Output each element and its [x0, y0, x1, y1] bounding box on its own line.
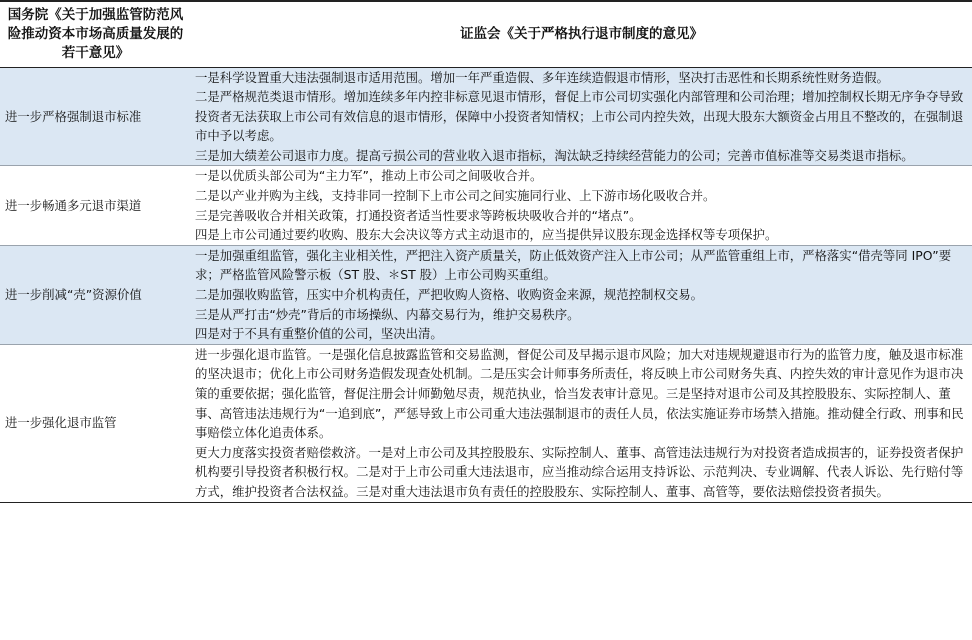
list-item: 四是对于不具有重整价值的公司，坚决出清。 — [195, 326, 443, 342]
table-row — [0, 67, 972, 166]
header-csrc: 证监会《关于严格执行退市制度的意见》 — [191, 1, 972, 67]
list-item: 一是以优质头部公司为“主力军”，推动上市公司之间吸收合并。 — [195, 168, 543, 184]
table-row — [0, 344, 972, 502]
list-item: 四是上市公司通过要约收购、股东大会决议等方式主动退市的，应当提供异议股东现金选择权等专项保护。 — [195, 227, 778, 243]
list-item: 三是从严打击“炒壳”背后的市场操纵、内幕交易行为，维护交易秩序。 — [195, 306, 580, 322]
list-item: 进一步强化退市监管。一是强化信息披露监管和交易监测，督促公司及早揭示退市风险；加大对违规规避退市行为的监管力度，触及退市标准的坚决退市；优化上市公司财务造假发现查处机制。二是压实会计师事务所责任，将反映上市公司财务失真、内控失效的审计意见作为退市决策的重要依据；强化监管，督促注册会计师勤勉尽责，规范执业，恰当发表审计意见。三是坚持对退市公司及其控股股东、实际控制人、董事、高管违法违规行为“一追到底”，严惩导致上市公司重大违法强制退市的责任人员，依法实施证券市场禁入措施。推动健全行政、刑事和民事赔偿立体化追责体系。 — [195, 346, 964, 441]
list-item: 更大力度落实投资者赔偿救济。一是对上市公司及其控股股东、实际控制人、董事、高管违法违规行为对投资者造成损害的，证券投资者保护机构要引导投资者积极行权。二是对于上市公司重大违法退市，应当推动综合运用支持诉讼、示范判决、专业调解、代表人诉讼、先行赔付等方式，维护投资者合法权益。三是对重大违法退市负有责任的控股股东、实际控制人、董事、高管等，要依法赔偿投资者损失。 — [195, 444, 964, 499]
table-row — [0, 245, 972, 344]
row-content — [191, 67, 972, 166]
table-row — [0, 166, 972, 245]
row-content — [191, 344, 972, 502]
list-item: 二是严格规范类退市情形。增加连续多年内控非标意见退市情形，督促上市公司切实强化内部管理和公司治理；增加控制权长期无序争夺导致投资者无法获取上市公司有效信息的退市情形，保障中小投资者知情权；上市公司内控失效，出现大股东大额资金占用且不整改的，在强制退市中予以考虑。 — [195, 89, 964, 144]
row-content — [191, 245, 972, 344]
list-item: 二是加强收购监管，压实中介机构责任，严把收购人资格、收购资金来源，规范控制权交易。 — [195, 287, 704, 303]
list-item: 一是加强重组监管，强化主业相关性，严把注入资产质量关，防止低效资产注入上市公司；从严监管重组上市，严格落实“借壳等同 IPO”要求；严格监管风险警示板（ST 股、＊ST 股）上市公司购买重组。 — [195, 247, 952, 283]
list-item: 三是完善吸收合并相关政策，打通投资者适当性要求等跨板块吸收合并的“堵点”。 — [195, 207, 642, 223]
list-item: 二是以产业并购为主线，支持非同一控制下上市公司之间实施同行业、上下游市场化吸收合并。 — [195, 188, 716, 204]
list-item: 三是加大绩差公司退市力度。提高亏损公司的营业收入退市指标，淘汰缺乏持续经营能力的公司；完善市值标准等交易类退市指标。 — [195, 147, 914, 163]
table-header-row — [0, 1, 972, 67]
list-item: 一是科学设置重大违法强制退市适用范围。增加一年严重造假、多年连续造假退市情形，坚决打击恶性和长期系统性财务造假。 — [195, 69, 889, 85]
header-state-council: 国务院《关于加强监管防范风险推动资本市场高质量发展的若干意见》 — [0, 1, 191, 67]
row-label: 进一步强化退市监管 — [0, 344, 191, 502]
row-label: 进一步严格强制退市标准 — [0, 67, 191, 166]
row-label: 进一步畅通多元退市渠道 — [0, 166, 191, 245]
row-content — [191, 166, 972, 245]
row-label: 进一步削减“壳”资源价值 — [0, 245, 191, 344]
